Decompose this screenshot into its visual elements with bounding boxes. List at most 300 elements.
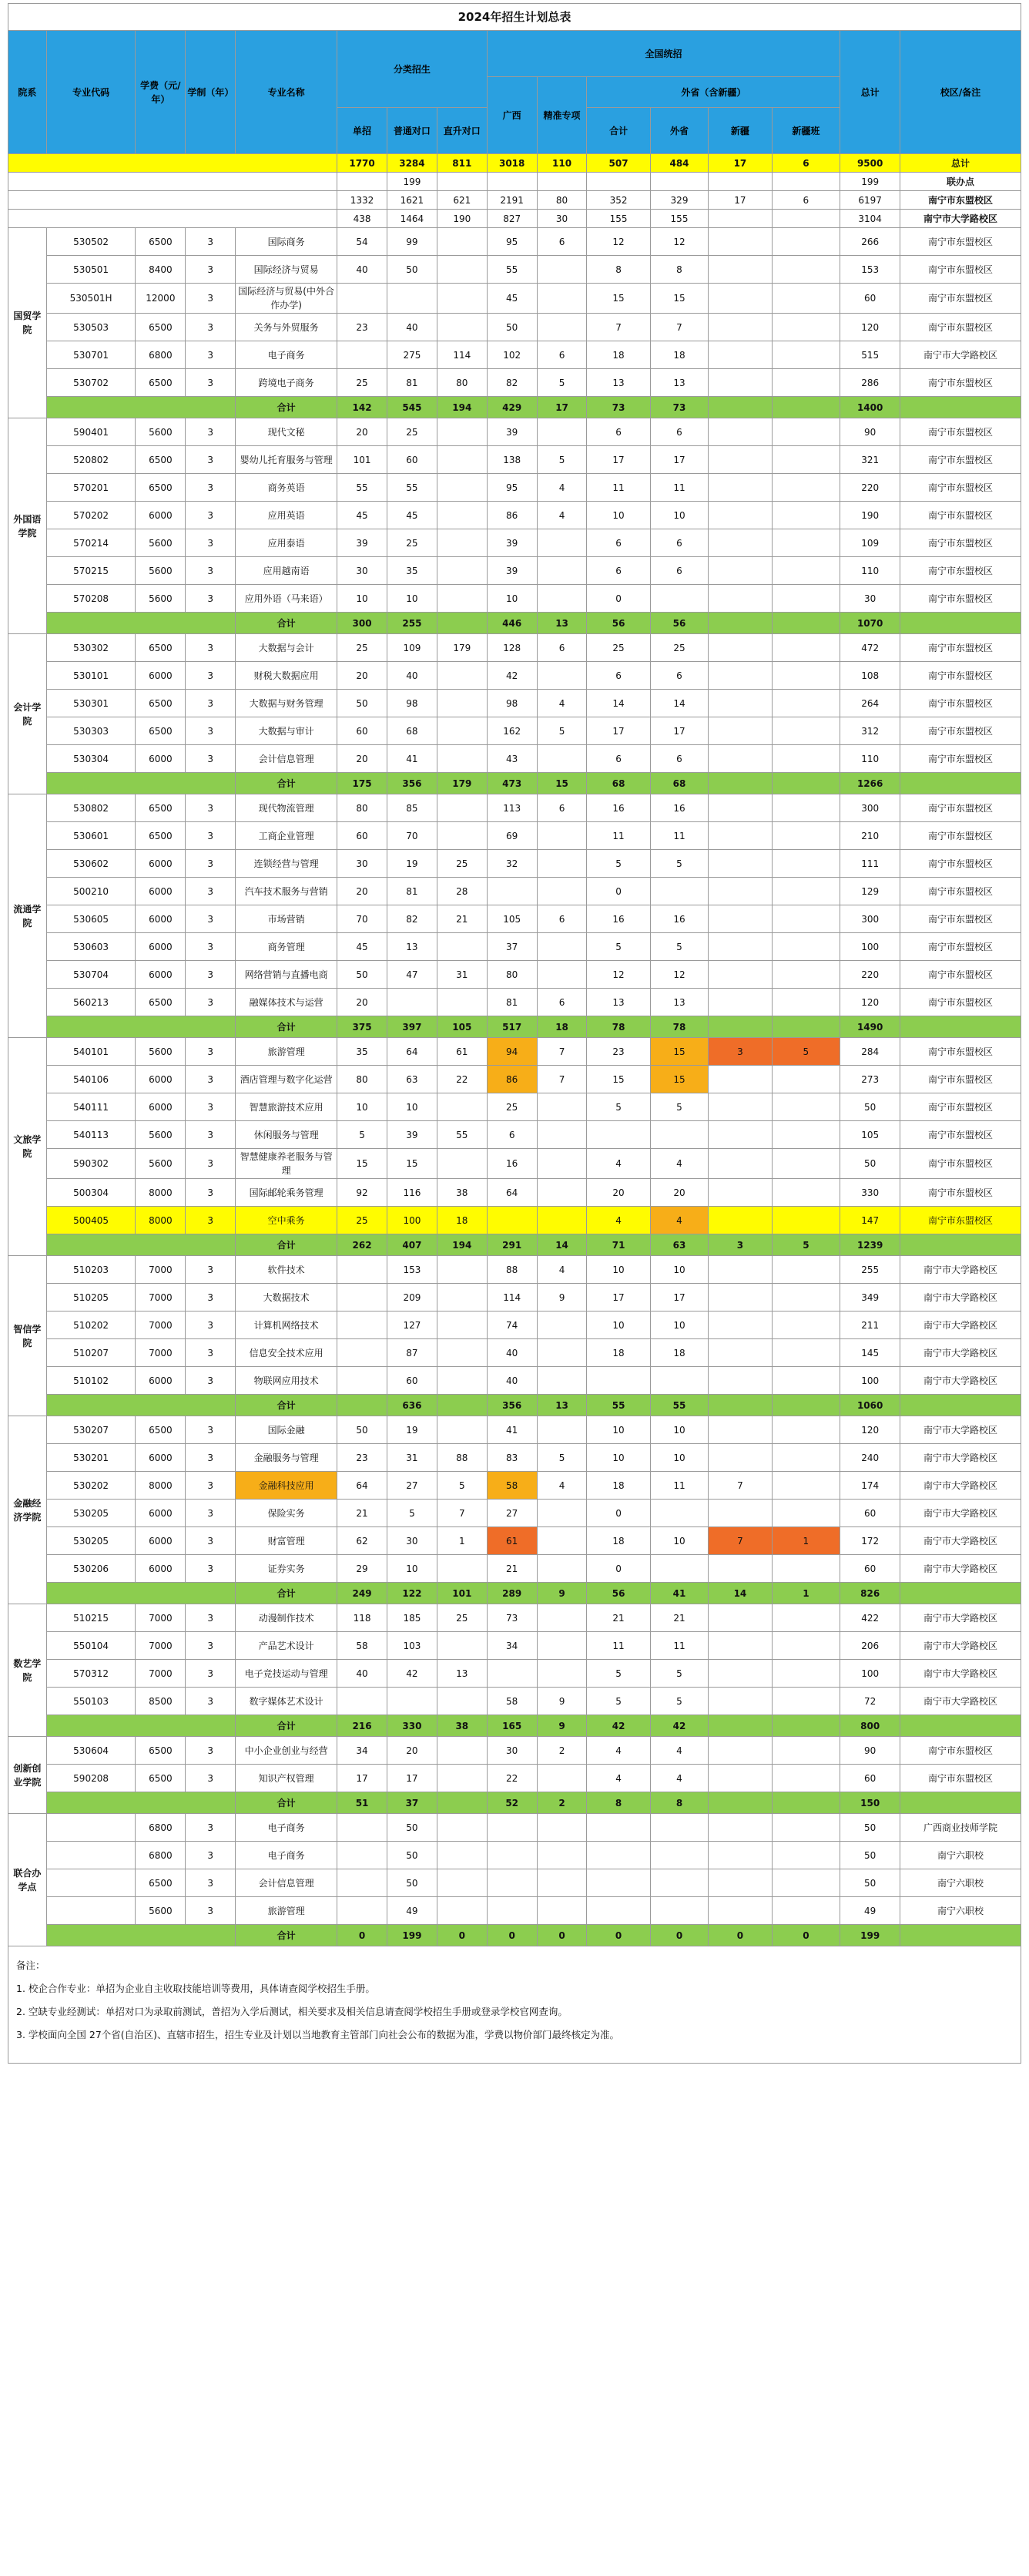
summary-heji: 155 — [587, 210, 650, 228]
value-waisheng: 14 — [650, 690, 709, 717]
value-zhuan — [537, 1555, 587, 1583]
major-code: 520802 — [46, 446, 136, 474]
study-years: 3 — [186, 529, 236, 557]
value-xjb — [772, 284, 840, 314]
value-xinjiang — [709, 1179, 772, 1207]
sum-xinjiang — [709, 1395, 772, 1416]
value-waisheng: 20 — [650, 1179, 709, 1207]
value-zhuan — [537, 1367, 587, 1395]
value-danzhao: 80 — [337, 794, 387, 822]
value-putong: 60 — [387, 446, 437, 474]
value-total: 284 — [840, 1038, 900, 1066]
study-years: 3 — [186, 314, 236, 341]
value-heji: 5 — [587, 1093, 650, 1121]
sum-putong: 407 — [387, 1234, 437, 1256]
tuition-fee: 5600 — [136, 1149, 186, 1179]
value-guangxi: 22 — [487, 1765, 537, 1792]
major-code: 540101 — [46, 1038, 136, 1066]
value-zhuan — [537, 1869, 587, 1897]
study-years: 3 — [186, 1444, 236, 1472]
tuition-fee: 6000 — [136, 933, 186, 961]
summary-xinjiang: 17 — [709, 154, 772, 173]
sum-xjb: 1 — [772, 1583, 840, 1604]
value-xjb — [772, 1765, 840, 1792]
value-heji: 10 — [587, 1312, 650, 1339]
value-putong: 39 — [387, 1121, 437, 1149]
summary-blank — [8, 154, 337, 173]
value-waisheng: 11 — [650, 474, 709, 502]
summary-xinjiang — [709, 210, 772, 228]
value-waisheng — [650, 1897, 709, 1925]
study-years: 3 — [186, 1555, 236, 1583]
value-putong: 41 — [387, 745, 437, 773]
major-name: 中小企业创业与经营 — [236, 1737, 337, 1765]
value-waisheng: 8 — [650, 256, 709, 284]
value-zhisheng — [437, 1688, 487, 1715]
table-row — [8, 1688, 1021, 1715]
sum-danzhao: 216 — [337, 1715, 387, 1737]
value-heji: 12 — [587, 228, 650, 256]
sum-putong: 255 — [387, 613, 437, 634]
major-code: 500405 — [46, 1207, 136, 1234]
major-name: 大数据技术 — [236, 1284, 337, 1312]
sum-xjb: 5 — [772, 1234, 840, 1256]
value-xinjiang — [709, 1737, 772, 1765]
sum-waisheng: 8 — [650, 1792, 709, 1814]
study-years: 3 — [186, 1604, 236, 1632]
sheet-title: 2024年招生计划总表 — [8, 3, 1021, 30]
value-guangxi: 10 — [487, 585, 537, 613]
value-danzhao: 101 — [337, 446, 387, 474]
value-xjb — [772, 418, 840, 446]
tuition-fee: 5600 — [136, 529, 186, 557]
value-total: 110 — [840, 745, 900, 773]
major-code: 540111 — [46, 1093, 136, 1121]
value-zhuan: 4 — [537, 502, 587, 529]
value-waisheng: 16 — [650, 794, 709, 822]
major-name: 计算机网络技术 — [236, 1312, 337, 1339]
sum-label: 合计 — [236, 397, 337, 418]
value-xinjiang — [709, 314, 772, 341]
table-row — [8, 690, 1021, 717]
header-waisheng-group: 外省（含新疆） — [587, 77, 840, 108]
value-heji: 6 — [587, 662, 650, 690]
value-danzhao: 62 — [337, 1527, 387, 1555]
value-putong: 25 — [387, 529, 437, 557]
major-code: 570201 — [46, 474, 136, 502]
value-zhuan — [537, 878, 587, 905]
value-zhuan — [537, 1093, 587, 1121]
value-total: 264 — [840, 690, 900, 717]
value-heji: 17 — [587, 446, 650, 474]
value-waisheng: 4 — [650, 1207, 709, 1234]
value-danzhao — [337, 1284, 387, 1312]
summary-xjb — [772, 210, 840, 228]
major-name: 商务管理 — [236, 933, 337, 961]
tuition-fee: 6000 — [136, 1367, 186, 1395]
major-code: 530101 — [46, 662, 136, 690]
value-putong: 5 — [387, 1500, 437, 1527]
tuition-fee: 6000 — [136, 850, 186, 878]
value-xjb — [772, 1093, 840, 1121]
campus-note: 南宁市大学路校区 — [900, 1604, 1021, 1632]
campus-note: 南宁市大学路校区 — [900, 1555, 1021, 1583]
value-heji: 16 — [587, 794, 650, 822]
major-name: 网络营销与直播电商 — [236, 961, 337, 989]
value-putong: 63 — [387, 1066, 437, 1093]
major-code: 510202 — [46, 1312, 136, 1339]
tuition-fee: 5600 — [136, 1038, 186, 1066]
header-code: 专业代码 — [46, 31, 136, 154]
value-zhuan — [537, 1660, 587, 1688]
value-heji — [587, 1367, 650, 1395]
study-years: 3 — [186, 502, 236, 529]
major-name: 物联网应用技术 — [236, 1367, 337, 1395]
campus-note: 南宁市东盟校区 — [900, 256, 1021, 284]
value-zhisheng — [437, 690, 487, 717]
study-years: 3 — [186, 933, 236, 961]
study-years: 3 — [186, 662, 236, 690]
value-zhuan — [537, 529, 587, 557]
major-code: 530205 — [46, 1500, 136, 1527]
value-xinjiang — [709, 1256, 772, 1284]
value-xjb — [772, 1284, 840, 1312]
value-danzhao: 45 — [337, 933, 387, 961]
value-zhisheng — [437, 1256, 487, 1284]
study-years: 3 — [186, 905, 236, 933]
major-name: 会计信息管理 — [236, 1869, 337, 1897]
value-waisheng: 10 — [650, 1312, 709, 1339]
value-guangxi: 80 — [487, 961, 537, 989]
study-years: 3 — [186, 1897, 236, 1925]
value-putong: 60 — [387, 1367, 437, 1395]
major-code: 510207 — [46, 1339, 136, 1367]
summary-danzhao: 1770 — [337, 154, 387, 173]
value-zhuan: 5 — [537, 369, 587, 397]
value-putong: 64 — [387, 1038, 437, 1066]
value-heji: 6 — [587, 557, 650, 585]
value-xjb — [772, 1688, 840, 1715]
major-name: 知识产权管理 — [236, 1765, 337, 1792]
value-danzhao: 20 — [337, 418, 387, 446]
summary-putong: 3284 — [387, 154, 437, 173]
study-years: 3 — [186, 1149, 236, 1179]
summary-heji — [587, 173, 650, 191]
campus-note: 南宁市东盟校区 — [900, 529, 1021, 557]
tuition-fee: 6000 — [136, 1527, 186, 1555]
major-name: 商务英语 — [236, 474, 337, 502]
table-row — [8, 745, 1021, 773]
value-danzhao — [337, 1897, 387, 1925]
value-waisheng — [650, 1367, 709, 1395]
value-danzhao: 5 — [337, 1121, 387, 1149]
summary-xinjiang: 17 — [709, 191, 772, 210]
sum-blank — [900, 1395, 1021, 1416]
tuition-fee: 6000 — [136, 961, 186, 989]
summary-putong: 1464 — [387, 210, 437, 228]
value-danzhao: 35 — [337, 1038, 387, 1066]
sum-guangxi: 0 — [487, 1925, 537, 1946]
college-name: 会计学院 — [8, 634, 47, 794]
table-row — [8, 418, 1021, 446]
major-name: 财富管理 — [236, 1527, 337, 1555]
table-row — [8, 1632, 1021, 1660]
major-code: 570202 — [46, 502, 136, 529]
value-total: 300 — [840, 905, 900, 933]
value-guangxi: 32 — [487, 850, 537, 878]
value-danzhao: 23 — [337, 1444, 387, 1472]
value-xinjiang — [709, 1660, 772, 1688]
value-xinjiang — [709, 634, 772, 662]
value-zhuan: 2 — [537, 1737, 587, 1765]
value-heji: 15 — [587, 284, 650, 314]
sum-guangxi: 289 — [487, 1583, 537, 1604]
major-code: 530503 — [46, 314, 136, 341]
value-waisheng: 13 — [650, 369, 709, 397]
value-guangxi: 42 — [487, 662, 537, 690]
value-guangxi: 128 — [487, 634, 537, 662]
table-row — [8, 228, 1021, 256]
summary-blank — [8, 191, 337, 210]
study-years: 3 — [186, 284, 236, 314]
header-zhuan: 精准专项 — [537, 77, 587, 154]
college-name: 联合办学点 — [8, 1814, 47, 1946]
value-waisheng: 11 — [650, 1472, 709, 1500]
value-danzhao: 25 — [337, 369, 387, 397]
table-row — [8, 1179, 1021, 1207]
table-row — [8, 1416, 1021, 1444]
value-total: 330 — [840, 1179, 900, 1207]
value-danzhao: 54 — [337, 228, 387, 256]
tuition-fee: 6000 — [136, 745, 186, 773]
value-heji: 4 — [587, 1737, 650, 1765]
value-xinjiang — [709, 1416, 772, 1444]
major-code: 550103 — [46, 1688, 136, 1715]
major-name: 动漫制作技术 — [236, 1604, 337, 1632]
value-xjb — [772, 961, 840, 989]
sum-total: 1060 — [840, 1395, 900, 1416]
value-heji — [587, 1842, 650, 1869]
value-zhisheng — [437, 822, 487, 850]
value-putong — [387, 284, 437, 314]
value-total: 50 — [840, 1869, 900, 1897]
value-guangxi: 37 — [487, 933, 537, 961]
value-danzhao: 92 — [337, 1179, 387, 1207]
sum-total: 1239 — [840, 1234, 900, 1256]
value-total: 30 — [840, 585, 900, 613]
value-zhisheng — [437, 1093, 487, 1121]
campus-note: 南宁市大学路校区 — [900, 1339, 1021, 1367]
value-guangxi: 41 — [487, 1416, 537, 1444]
sum-blank — [900, 1016, 1021, 1038]
study-years: 3 — [186, 1688, 236, 1715]
table-row — [8, 878, 1021, 905]
value-total: 255 — [840, 1256, 900, 1284]
campus-note: 南宁市东盟校区 — [900, 878, 1021, 905]
value-zhuan — [537, 256, 587, 284]
value-guangxi: 43 — [487, 745, 537, 773]
sum-blank — [46, 613, 235, 634]
major-name: 大数据与会计 — [236, 634, 337, 662]
value-total: 172 — [840, 1527, 900, 1555]
value-waisheng — [650, 1500, 709, 1527]
major-code: 530701 — [46, 341, 136, 369]
value-xinjiang — [709, 1842, 772, 1869]
college-name: 流通学院 — [8, 794, 47, 1038]
sum-zhuan: 14 — [537, 1234, 587, 1256]
tuition-fee: 6500 — [136, 717, 186, 745]
value-putong: 20 — [387, 1737, 437, 1765]
value-guangxi: 55 — [487, 256, 537, 284]
value-waisheng — [650, 1842, 709, 1869]
sum-heji: 73 — [587, 397, 650, 418]
major-code — [46, 1842, 136, 1869]
value-xinjiang — [709, 1814, 772, 1842]
value-danzhao — [337, 1312, 387, 1339]
sum-blank — [46, 1395, 235, 1416]
table-row — [8, 557, 1021, 585]
campus-note: 南宁市东盟校区 — [900, 717, 1021, 745]
study-years: 3 — [186, 878, 236, 905]
header-xjb: 新疆班 — [772, 108, 840, 154]
major-code: 530601 — [46, 822, 136, 850]
value-waisheng: 15 — [650, 284, 709, 314]
value-zhisheng: 13 — [437, 1660, 487, 1688]
summary-total: 6197 — [840, 191, 900, 210]
value-zhuan — [537, 1604, 587, 1632]
value-xinjiang: 7 — [709, 1527, 772, 1555]
value-waisheng: 4 — [650, 1765, 709, 1792]
value-xinjiang — [709, 1284, 772, 1312]
value-xjb — [772, 1339, 840, 1367]
header-guangxi: 广西 — [487, 77, 537, 154]
value-putong: 87 — [387, 1339, 437, 1367]
value-heji: 10 — [587, 1416, 650, 1444]
value-total: 105 — [840, 1121, 900, 1149]
value-guangxi: 64 — [487, 1179, 537, 1207]
study-years: 3 — [186, 1367, 236, 1395]
tuition-fee: 5600 — [136, 585, 186, 613]
value-zhuan: 6 — [537, 634, 587, 662]
campus-note: 南宁市东盟校区 — [900, 418, 1021, 446]
summary-zhisheng: 190 — [437, 210, 487, 228]
sum-heji: 42 — [587, 1715, 650, 1737]
value-putong: 103 — [387, 1632, 437, 1660]
value-zhuan: 4 — [537, 1472, 587, 1500]
value-heji: 11 — [587, 822, 650, 850]
value-zhuan: 4 — [537, 1256, 587, 1284]
value-total: 321 — [840, 446, 900, 474]
study-years: 3 — [186, 961, 236, 989]
sum-zhuan: 15 — [537, 773, 587, 794]
value-zhisheng — [437, 529, 487, 557]
tuition-fee: 6500 — [136, 1737, 186, 1765]
sum-label: 合计 — [236, 1715, 337, 1737]
value-heji: 25 — [587, 634, 650, 662]
value-total: 422 — [840, 1604, 900, 1632]
value-waisheng: 18 — [650, 341, 709, 369]
value-xinjiang — [709, 794, 772, 822]
value-heji: 0 — [587, 585, 650, 613]
campus-note: 南宁市东盟校区 — [900, 502, 1021, 529]
value-xinjiang — [709, 1312, 772, 1339]
value-xjb — [772, 341, 840, 369]
value-danzhao — [337, 1869, 387, 1897]
sum-waisheng: 42 — [650, 1715, 709, 1737]
value-guangxi: 25 — [487, 1093, 537, 1121]
value-xjb — [772, 1500, 840, 1527]
tuition-fee: 6000 — [136, 1093, 186, 1121]
campus-note: 南宁市大学路校区 — [900, 1312, 1021, 1339]
value-zhisheng: 1 — [437, 1527, 487, 1555]
value-zhisheng — [437, 1737, 487, 1765]
college-sum-row — [8, 1715, 1021, 1737]
value-xinjiang — [709, 256, 772, 284]
study-years: 3 — [186, 1814, 236, 1842]
sum-xinjiang: 3 — [709, 1234, 772, 1256]
value-waisheng — [650, 1555, 709, 1583]
value-guangxi: 81 — [487, 989, 537, 1016]
study-years: 3 — [186, 369, 236, 397]
value-total: 109 — [840, 529, 900, 557]
major-name: 国际邮轮乘务管理 — [236, 1179, 337, 1207]
value-xinjiang — [709, 1688, 772, 1715]
value-total: 129 — [840, 878, 900, 905]
study-years: 3 — [186, 446, 236, 474]
value-xjb — [772, 1121, 840, 1149]
campus-note: 南宁市大学路校区 — [900, 1416, 1021, 1444]
value-guangxi: 30 — [487, 1737, 537, 1765]
sum-xjb — [772, 1395, 840, 1416]
major-name: 连锁经营与管理 — [236, 850, 337, 878]
tuition-fee: 7000 — [136, 1312, 186, 1339]
value-zhisheng: 18 — [437, 1207, 487, 1234]
sum-heji: 0 — [587, 1925, 650, 1946]
summary-row — [8, 173, 1021, 191]
value-danzhao — [337, 1688, 387, 1715]
major-code: 530304 — [46, 745, 136, 773]
tuition-fee: 6000 — [136, 905, 186, 933]
campus-note: 南宁市东盟校区 — [900, 850, 1021, 878]
major-name: 软件技术 — [236, 1256, 337, 1284]
value-guangxi: 58 — [487, 1472, 537, 1500]
value-zhisheng: 7 — [437, 1500, 487, 1527]
sum-waisheng: 0 — [650, 1925, 709, 1946]
value-xjb — [772, 228, 840, 256]
value-danzhao: 55 — [337, 474, 387, 502]
value-heji: 5 — [587, 1688, 650, 1715]
value-total: 120 — [840, 314, 900, 341]
value-xjb — [772, 1604, 840, 1632]
major-code: 530501H — [46, 284, 136, 314]
tuition-fee: 6800 — [136, 1814, 186, 1842]
study-years: 3 — [186, 717, 236, 745]
value-danzhao: 50 — [337, 690, 387, 717]
value-heji: 6 — [587, 418, 650, 446]
value-xjb — [772, 1869, 840, 1897]
summary-zhisheng: 811 — [437, 154, 487, 173]
value-danzhao: 20 — [337, 662, 387, 690]
value-danzhao: 50 — [337, 961, 387, 989]
value-total: 72 — [840, 1688, 900, 1715]
value-zhisheng — [437, 1367, 487, 1395]
sum-putong: 330 — [387, 1715, 437, 1737]
value-heji: 0 — [587, 1500, 650, 1527]
value-xjb — [772, 1897, 840, 1925]
value-zhisheng — [437, 1416, 487, 1444]
campus-note: 南宁市东盟校区 — [900, 1093, 1021, 1121]
value-zhisheng — [437, 933, 487, 961]
